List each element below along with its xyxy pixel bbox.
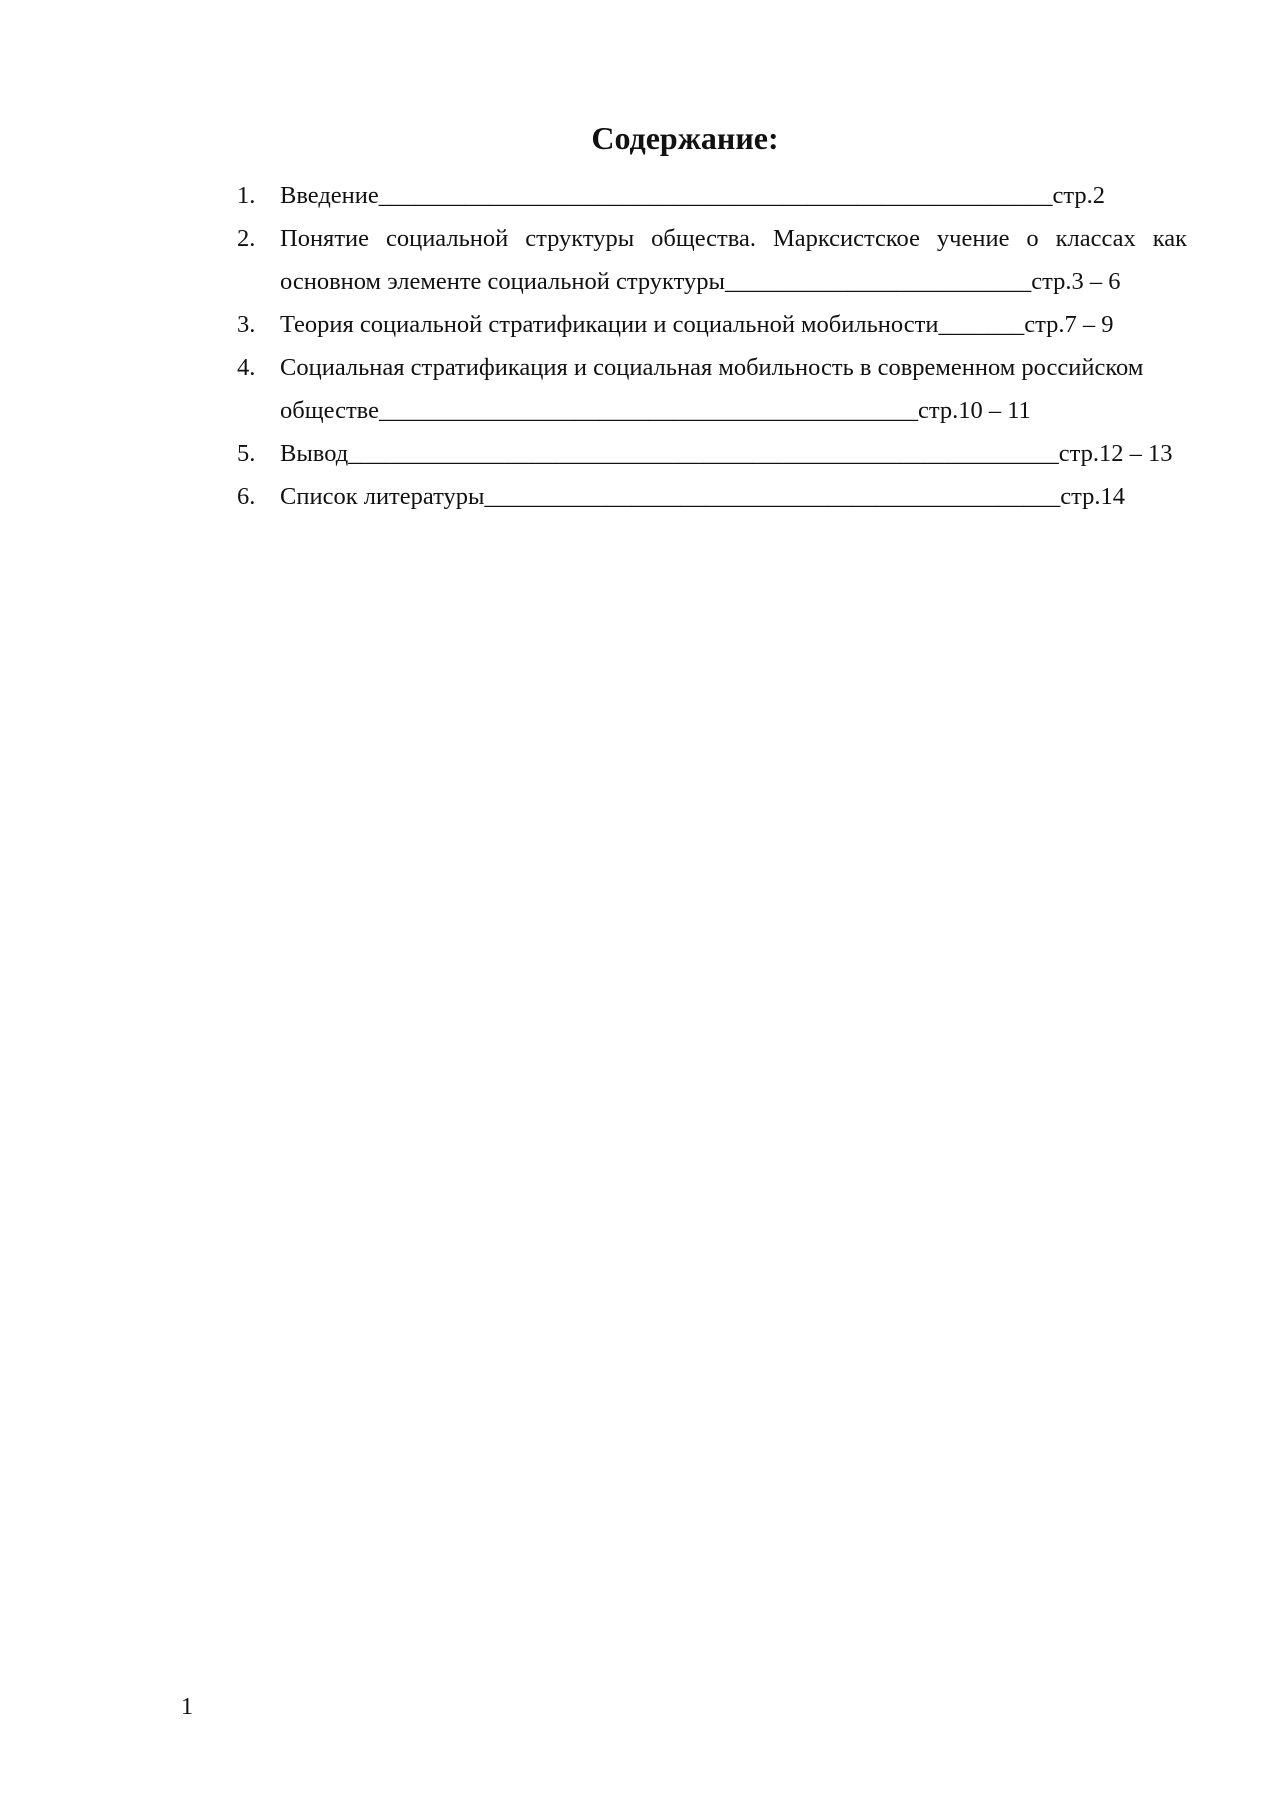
toc-item-6 [237,475,1187,518]
toc-item-text [280,217,1187,303]
toc-item-text: Вывод__________________________________________________________стр.12 – 13 [280,440,1173,467]
toc-item-number: 1. [237,182,256,209]
toc-item-text-line2: обществе____________________________________________стр.10 – 11 [280,397,1031,424]
page-number: 1 [181,1694,193,1720]
toc-item-4 [237,346,1187,432]
page-title: Содержание: [591,120,779,156]
toc-item-text [280,346,1187,432]
toc-item-text: Теория социальной стратификации и социальной мобильности_______стр.7 – 9 [280,311,1114,338]
toc-item-number: 4. [237,354,256,381]
toc-item-text-line1: Социальная стратификация и социальная мобильность в современном российском [280,354,1144,381]
toc-item-number: 6. [237,483,256,510]
toc-item-text-line1: Понятие социальной структуры общества. Марксистское учение о классах как [280,225,1187,252]
toc-item-number: 3. [237,311,256,338]
toc-item-1 [237,174,1187,217]
toc-item-3 [237,303,1187,346]
toc-item-text: Список литературы_______________________________________________стр.14 [280,483,1125,510]
toc-item-2 [237,217,1187,303]
table-of-contents [237,174,1187,518]
toc-item-5 [237,432,1187,475]
toc-item-text: Введение_______________________________________________________стр.2 [280,182,1106,209]
toc-item-text-line2: основном элементе социальной структуры_________________________стр.3 – 6 [280,268,1121,295]
toc-item-number: 5. [237,440,256,467]
toc-item-number: 2. [237,225,256,252]
